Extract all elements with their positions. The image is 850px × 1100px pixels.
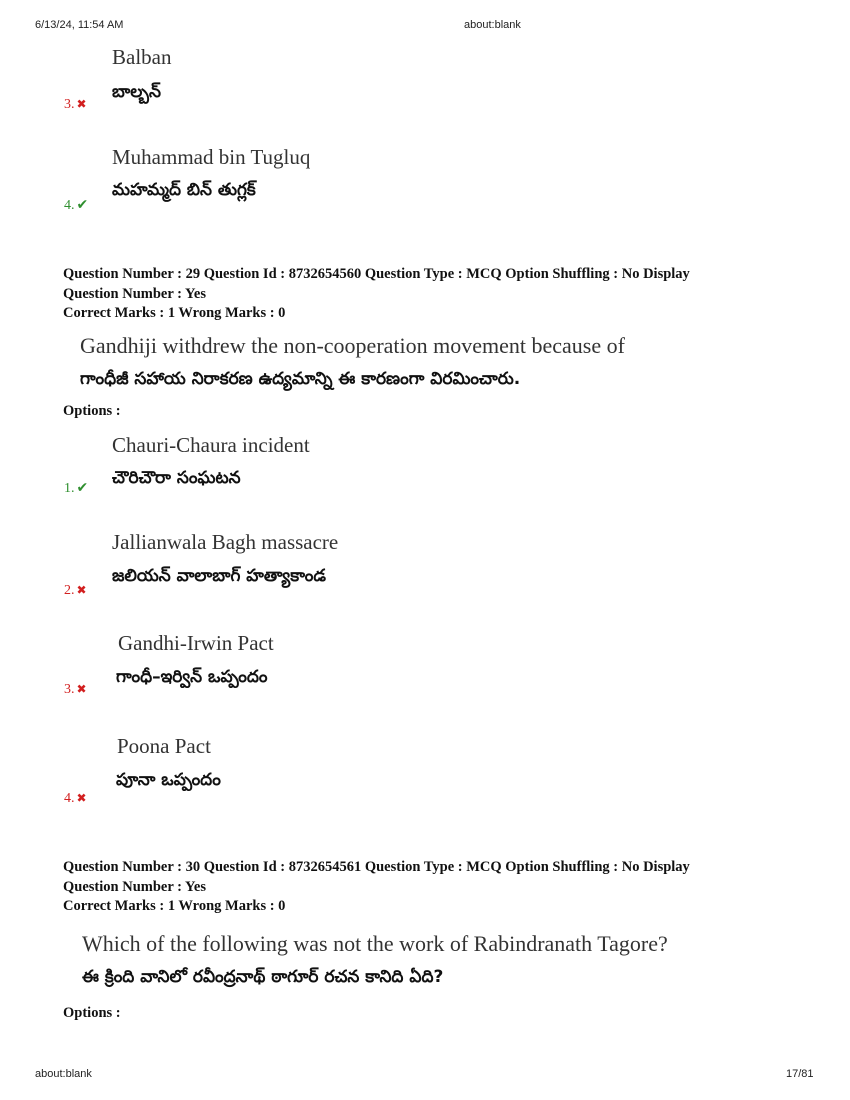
option-number	[64, 97, 87, 113]
page-number: 17/81	[786, 1068, 814, 1080]
check-icon: ✔	[76, 197, 89, 213]
option-english-text: Balban	[112, 45, 172, 69]
option-english-text: Jallianwala Bagh massacre	[112, 530, 339, 554]
option-number	[64, 480, 88, 497]
option-number	[64, 682, 87, 698]
option-telugu-text: జలియన్ వాలాబాగ్ హత్యాకాండ	[112, 566, 326, 586]
option-number-label: 1.	[64, 481, 75, 496]
option-english-text: Gandhi-Irwin Pact	[118, 631, 274, 655]
option-number	[64, 583, 87, 599]
question-telugu-text: గాంధీజీ సహాయ నిరాకరణ ఉద్యమాన్ని ఈ కారణంగా విరమించారు.	[80, 369, 521, 389]
option-telugu-text: పూనా ఒప్పందం	[116, 770, 221, 790]
print-title: about:blank	[464, 19, 521, 31]
option-number-label: 2.	[64, 583, 75, 598]
check-icon: ✔	[76, 480, 89, 496]
cross-icon: ✖	[76, 791, 87, 805]
cross-icon: ✖	[76, 682, 87, 696]
question-meta-line: Question Number : 30 Question Id : 8732654561 Question Type : MCQ Option Shuffling : No Display	[63, 859, 690, 875]
print-datetime: 6/13/24, 11:54 AM	[35, 19, 124, 31]
question-marks: Correct Marks : 1 Wrong Marks : 0	[63, 305, 286, 321]
option-english-text: Muhammad bin Tugluq	[112, 145, 311, 169]
question-english-text: Which of the following was not the work of Rabindranath Tagore?	[82, 931, 668, 956]
question-meta-line: Question Number : Yes	[63, 878, 206, 895]
print-footer-url: about:blank	[35, 1068, 92, 1080]
question-telugu-text: ఈ క్రింది వానిలో రవీంద్రనాథ్ ఠాగూర్ రచన కానిది ఏది?	[82, 967, 444, 987]
cross-icon: ✖	[76, 583, 87, 597]
option-number	[64, 197, 88, 214]
option-english-text: Chauri-Chaura incident	[112, 433, 310, 457]
option-telugu-text: బాల్బన్	[112, 82, 161, 102]
option-number	[64, 791, 87, 807]
question-marks: Correct Marks : 1 Wrong Marks : 0	[63, 898, 286, 914]
option-number-label: 4.	[64, 198, 75, 213]
question-meta	[63, 265, 690, 324]
options-label: Options :	[63, 1005, 121, 1021]
option-number-label: 3.	[64, 682, 75, 697]
options-label: Options :	[63, 403, 121, 419]
option-number-label: 3.	[64, 97, 75, 112]
question-english-text: Gandhiji withdrew the non-cooperation movement because of	[80, 333, 625, 358]
option-english-text: Poona Pact	[117, 734, 211, 758]
option-telugu-text: మహమ్మద్ బిన్ తుగ్లక్	[112, 180, 256, 200]
option-telugu-text: గాంధీ–ఇర్విన్ ఒప్పందం	[116, 667, 268, 687]
option-number-label: 4.	[64, 791, 75, 806]
question-meta-line: Question Number : Yes	[63, 285, 206, 302]
question-meta	[63, 858, 690, 917]
option-telugu-text: చౌరిచౌరా సంఘటన	[112, 468, 241, 488]
question-meta-line: Question Number : 29 Question Id : 8732654560 Question Type : MCQ Option Shuffling : No Display	[63, 266, 690, 282]
cross-icon: ✖	[76, 97, 87, 111]
